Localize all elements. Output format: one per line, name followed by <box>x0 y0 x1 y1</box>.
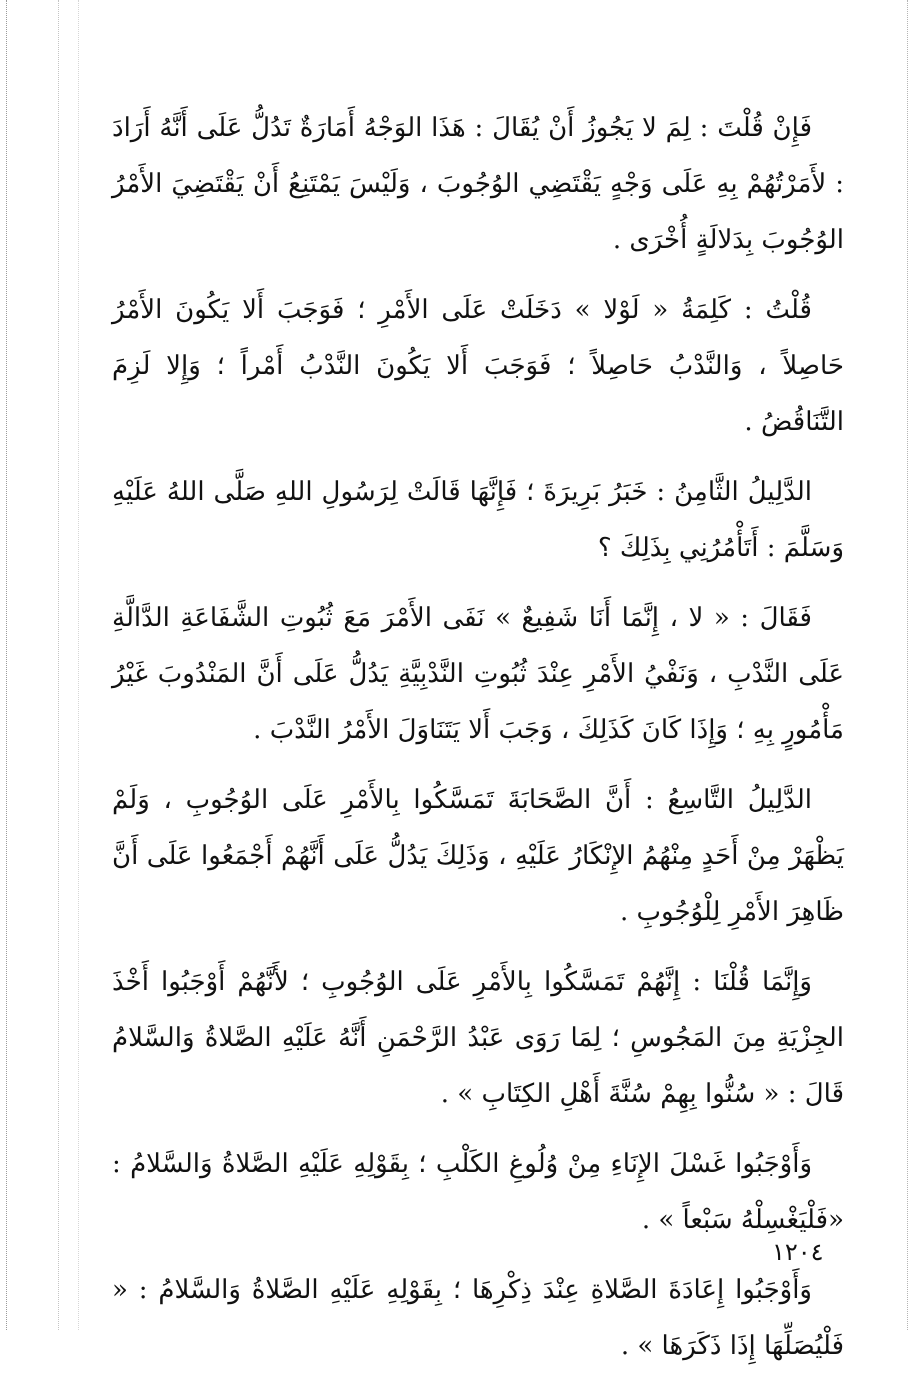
paragraph-vessel-washing: وَأَوْجَبُوا غَسْلَ الإِنَاءِ مِنْ وُلُوغِ الكَلْبِ ؛ بِقَوْلِهِ عَلَيْهِ الصَّلاةُ وَالسَّلامُ : «فَلْيَغْسِلْهُ سَبْعاً » . <box>112 1149 844 1235</box>
page-edge-guide-left-margin <box>78 0 79 1330</box>
body-text <box>112 100 844 1388</box>
paragraph-ninth-evidence: الدَّلِيلُ التَّاسِعُ : أَنَّ الصَّحَابَةَ تَمَسَّكُوا بِالأَمْرِ عَلَى الوُجُوبِ ، وَلَمْ يَظْهَرْ مِنْ أَحَدٍ مِنْهُمُ الإِنْكَارُ عَلَيْهِ ، وَذَلِكَ يَدُلُّ عَلَى أَنَّهُمْ أَجْمَعُوا عَلَى أَنَّ ظَاهِرَ الأَمْرِ لِلْوُجُوبِ . <box>112 785 844 927</box>
page-edge-guide-left-inner <box>58 0 59 1330</box>
paragraph-reply: قُلْتُ : كَلِمَةُ « لَوْلا » دَخَلَتْ عَلَى الأَمْرِ ؛ فَوَجَبَ أَلا يَكُونَ الأَمْرُ حَاصِلاً ، وَالنَّدْبُ حَاصِلاً ؛ فَوَجَبَ أَلا يَكُونَ النَّدْبُ أَمْراً ؛ وَإِلا لَزِمَ التَّنَاقُضُ . <box>112 295 844 437</box>
paragraph-prayer-repetition: وَأَوْجَبُوا إِعَادَةَ الصَّلاةِ عِنْدَ ذِكْرِهَا ؛ بِقَوْلِهِ عَلَيْهِ الصَّلاةُ وَالسَّلامُ : « فَلْيُصَلِّهَا إِذَا ذَكَرَهَا » . <box>112 1275 844 1361</box>
page-number: ١٢٠٤ <box>772 1238 824 1266</box>
page-edge-guide-right <box>907 0 908 1330</box>
paragraph-eighth-evidence: الدَّلِيلُ الثَّامِنُ : خَبَرُ بَرِيرَةَ ؛ فَإِنَّهَا قَالَتْ لِرَسُولِ اللهِ صَلَّى اللهُ عَلَيْهِ وَسَلَّمَ : أَتَأْمُرُنِي بِذَلِكَ ؟ <box>112 477 844 563</box>
paragraph-prophet-answer: فَقَالَ : « لا ، إِنَّمَا أَنَا شَفِيعٌ » نَفَى الأَمْرَ مَعَ ثُبُوتِ الشَّفَاعَةِ الدَّالَّةِ عَلَى النَّدْبِ ، وَنَفْيُ الأَمْرِ عِنْدَ ثُبُوتِ النَّدْبِيَّةِ يَدُلُّ عَلَى أَنَّ المَنْدُوبَ غَيْرُ مَأْمُورٍ بِهِ ؛ وَإِذَا كَانَ كَذَلِكَ ، وَجَبَ أَلا يَتَنَاوَلَ الأَمْرُ النَّدْبَ . <box>112 603 844 745</box>
paragraph-jizya-example: وَإِنَّمَا قُلْنَا : إِنَّهُمْ تَمَسَّكُوا بِالأَمْرِ عَلَى الوُجُوبِ ؛ لأَنَّهُمْ أَوْجَبُوا أَخْذَ الجِزْيَةِ مِنَ المَجُوسِ ؛ لِمَا رَوَى عَبْدُ الرَّحْمَنِ أَنَّهُ عَلَيْهِ الصَّلاةُ وَالسَّلامُ قَالَ : « سُنُّوا بِهِمْ سُنَّةَ أَهْلِ الكِتَابِ » . <box>112 967 844 1109</box>
paragraph-objection: فَإِنْ قُلْتَ : لِمَ لا يَجُوزُ أَنْ يُقَالَ : هَذَا الوَجْهُ أَمَارَةٌ تَدُلُّ عَلَى أَنَّهُ أَرَادَ : لأَمَرْتُهُمْ بِهِ عَلَى وَجْهٍ يَقْتَضِي الوُجُوبَ ، وَلَيْسَ يَمْتَنِعُ أَنْ يَقْتَضِيَ الأَمْرُ الوُجُوبَ بِدَلالَةٍ أُخْرَى . <box>112 113 844 255</box>
page-edge-guide-left <box>6 0 7 1330</box>
